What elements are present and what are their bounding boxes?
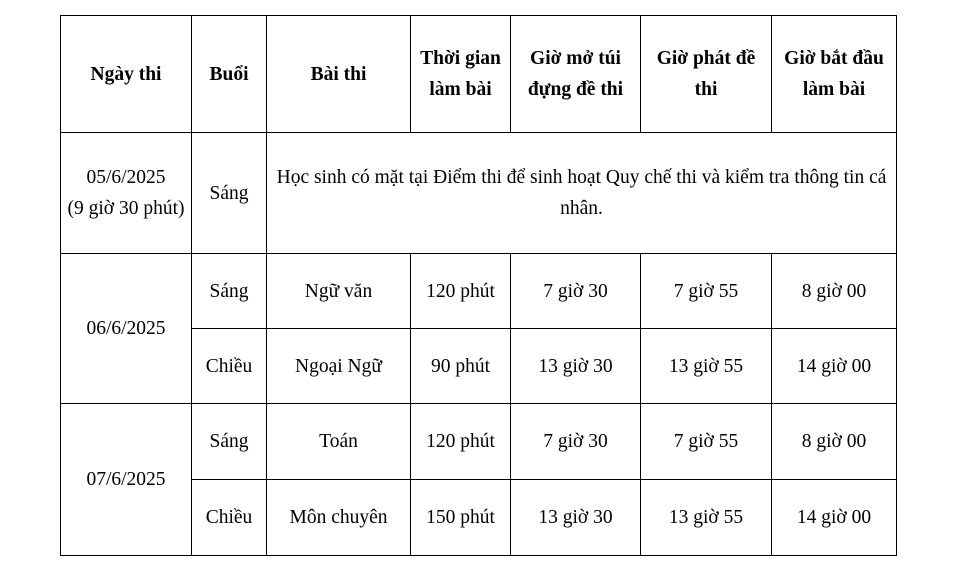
header-exam-date: Ngày thi: [61, 16, 192, 133]
subject-cell: Môn chuyên: [267, 480, 411, 556]
exam-schedule-table: [60, 15, 897, 556]
header-subject: Bài thi: [267, 16, 411, 133]
orientation-note: Học sinh có mặt tại Điểm thi để sinh hoạt Quy chế thi và kiểm tra thông tin cá nhân.: [267, 133, 897, 254]
duration-cell: 90 phút: [411, 329, 511, 404]
session-cell: Sáng: [192, 254, 267, 329]
session-cell: Chiều: [192, 329, 267, 404]
header-session: Buổi: [192, 16, 267, 133]
header-start-time: Giờ bắt đầu làm bài: [772, 16, 897, 133]
distribute-time-cell: 13 giờ 55: [641, 329, 772, 404]
open-time-cell: 13 giờ 30: [511, 329, 641, 404]
exam-date-cell: 07/6/2025: [61, 404, 192, 556]
duration-cell: 120 phút: [411, 404, 511, 480]
open-time-cell: 7 giờ 30: [511, 254, 641, 329]
table-row: [61, 254, 897, 329]
open-time-cell: 7 giờ 30: [511, 404, 641, 480]
header-open-envelope-time: Giờ mở túi đựng đề thi: [511, 16, 641, 133]
subject-cell: Ngữ văn: [267, 254, 411, 329]
exam-time-note: (9 giờ 30 phút): [67, 198, 185, 219]
open-time-cell: 13 giờ 30: [511, 480, 641, 556]
header-duration: Thời gian làm bài: [411, 16, 511, 133]
session-cell: Sáng: [192, 404, 267, 480]
subject-cell: Ngoại Ngữ: [267, 329, 411, 404]
session-cell: Chiều: [192, 480, 267, 556]
exam-date-cell: 06/6/2025: [61, 254, 192, 404]
start-time-cell: 14 giờ 00: [772, 329, 897, 404]
start-time-cell: 8 giờ 00: [772, 404, 897, 480]
duration-cell: 150 phút: [411, 480, 511, 556]
duration-cell: 120 phút: [411, 254, 511, 329]
exam-date: 05/6/2025: [86, 167, 166, 188]
distribute-time-cell: 7 giờ 55: [641, 404, 772, 480]
distribute-time-cell: 7 giờ 55: [641, 254, 772, 329]
header-distribute-time: Giờ phát đề thi: [641, 16, 772, 133]
subject-cell: Toán: [267, 404, 411, 480]
exam-date-cell: [61, 133, 192, 254]
table-row: [61, 133, 897, 254]
header-row: [61, 16, 897, 133]
table-row: [61, 404, 897, 480]
start-time-cell: 14 giờ 00: [772, 480, 897, 556]
session-cell: Sáng: [192, 133, 267, 254]
distribute-time-cell: 13 giờ 55: [641, 480, 772, 556]
start-time-cell: 8 giờ 00: [772, 254, 897, 329]
